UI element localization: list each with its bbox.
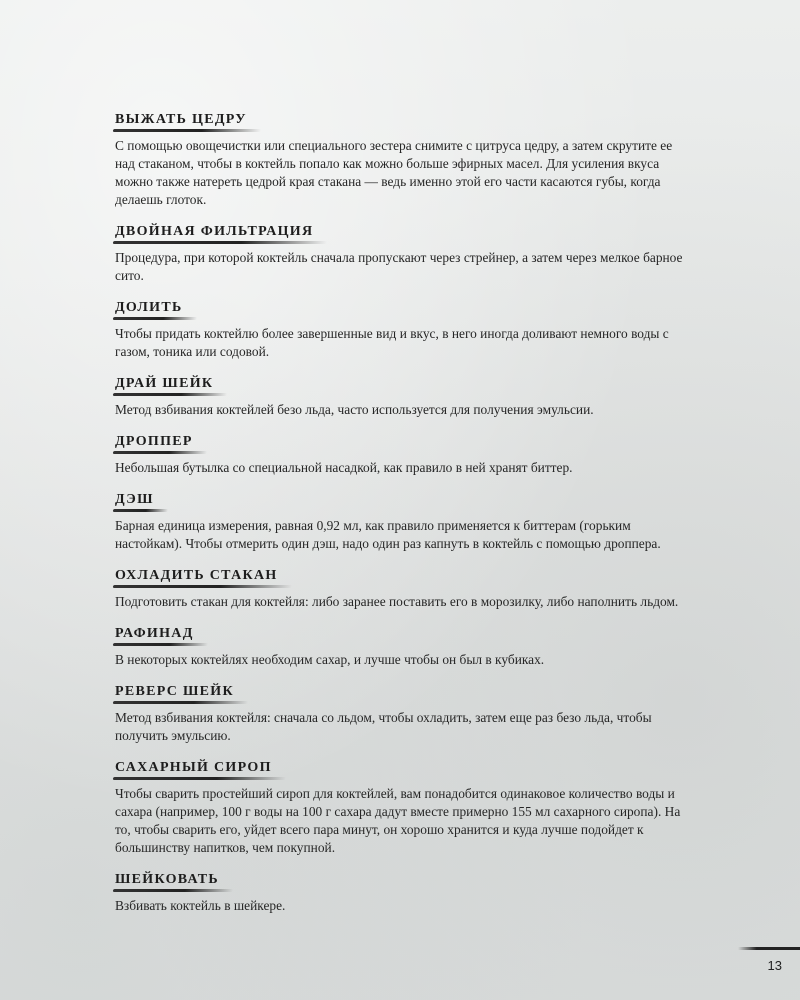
term-label: РЕВЕРС ШЕЙК [115, 684, 234, 699]
term-definition: Процедура, при которой коктейль сначала пропускают через стрейнер, а затем через мелкое барное сито. [115, 250, 683, 283]
glossary-entry [115, 564, 690, 611]
term-definition: Взбивать коктейль в шейкере. [115, 898, 286, 913]
term-definition: С помощью овощечистки или специального зестера снимите с цитруса цедру, а затем скрутите ее над стаканом, чтобы в коктейль попало как можно больше эфирных масел. Для усиления вкуса можно также натереть цедрой края стакана — ведь именно этой его части касаются губы, когда делаешь глоток. [115, 138, 673, 207]
term-label: ОХЛАДИТЬ СТАКАН [115, 568, 278, 583]
term-label: САХАРНЫЙ СИРОП [115, 760, 272, 775]
term-definition: Чтобы сварить простейший сироп для коктейлей, вам понадобится одинаковое количество воды и сахара (например, 100 г воды на 100 г сахара дадут вместе примерно 155 мл сахарного сиропа). На то, чтобы сварить его, уйдет всего пара минут, он хорошо хранится и куда лучше подойдет к большинству напитков, чем покупной. [115, 786, 681, 855]
term-underline [113, 585, 292, 588]
term-label: ВЫЖАТЬ ЦЕДРУ [115, 112, 247, 127]
term-definition: Чтобы придать коктейлю более завершенные вид и вкус, в него иногда доливают немного воды с газом, тоника или содовой. [115, 326, 669, 359]
term-heading [115, 684, 234, 704]
term-underline [113, 317, 197, 320]
term-heading [115, 376, 213, 396]
term-underline [113, 451, 207, 454]
term-definition: Подготовить стакан для коктейля: либо заранее поставить его в морозилку, либо наполнить льдом. [115, 594, 679, 609]
glossary [115, 108, 690, 926]
term-heading [115, 434, 193, 454]
term-definition: Метод взбивания коктейля: сначала со льдом, чтобы охладить, затем еще раз безо льда, чтобы получить эмульсию. [115, 710, 652, 743]
page-number-rule [738, 947, 800, 950]
term-heading [115, 224, 313, 244]
term-definition: Барная единица измерения, равная 0,92 мл, как правило применяется к биттерам (горьким настойкам). Чтобы отмерить один дэш, надо один раз капнуть в коктейль с помощью дроппера. [115, 518, 661, 551]
term-heading [115, 626, 194, 646]
term-heading [115, 760, 272, 780]
term-underline [113, 643, 208, 646]
glossary-entry [115, 488, 690, 553]
term-definition: Метод взбивания коктейлей безо льда, часто используется для получения эмульсии. [115, 402, 594, 417]
glossary-entry [115, 622, 690, 669]
term-underline [113, 509, 168, 512]
term-label: ДВОЙНАЯ ФИЛЬТРАЦИЯ [115, 224, 314, 239]
glossary-entry [115, 868, 690, 915]
glossary-entry [115, 296, 690, 361]
term-label: ДОЛИТЬ [115, 300, 183, 315]
term-label: ДЭШ [115, 492, 154, 507]
term-label: РАФИНАД [115, 626, 194, 641]
term-underline [113, 777, 286, 780]
term-label: ДРОППЕР [115, 434, 193, 449]
term-definition: В некоторых коктейлях необходим сахар, и лучше чтобы он был в кубиках. [115, 652, 545, 667]
term-underline [113, 129, 261, 132]
term-heading [115, 112, 247, 132]
term-underline [113, 701, 249, 704]
term-underline [113, 241, 328, 244]
glossary-entry [115, 430, 690, 477]
term-heading [115, 492, 154, 512]
glossary-entry [115, 680, 690, 745]
term-label: ДРАЙ ШЕЙК [115, 376, 214, 391]
term-heading [115, 568, 278, 588]
term-heading [115, 872, 219, 892]
glossary-entry [115, 372, 690, 419]
term-label: ШЕЙКОВАТЬ [115, 872, 219, 887]
page-number: 13 [767, 958, 782, 973]
term-underline [113, 889, 234, 892]
term-definition: Небольшая бутылка со специальной насадкой, как правило в ней хранят биттер. [115, 460, 573, 475]
term-heading [115, 300, 183, 320]
glossary-entry [115, 220, 690, 285]
glossary-entry [115, 756, 690, 857]
glossary-entry [115, 108, 690, 209]
term-underline [113, 393, 228, 396]
